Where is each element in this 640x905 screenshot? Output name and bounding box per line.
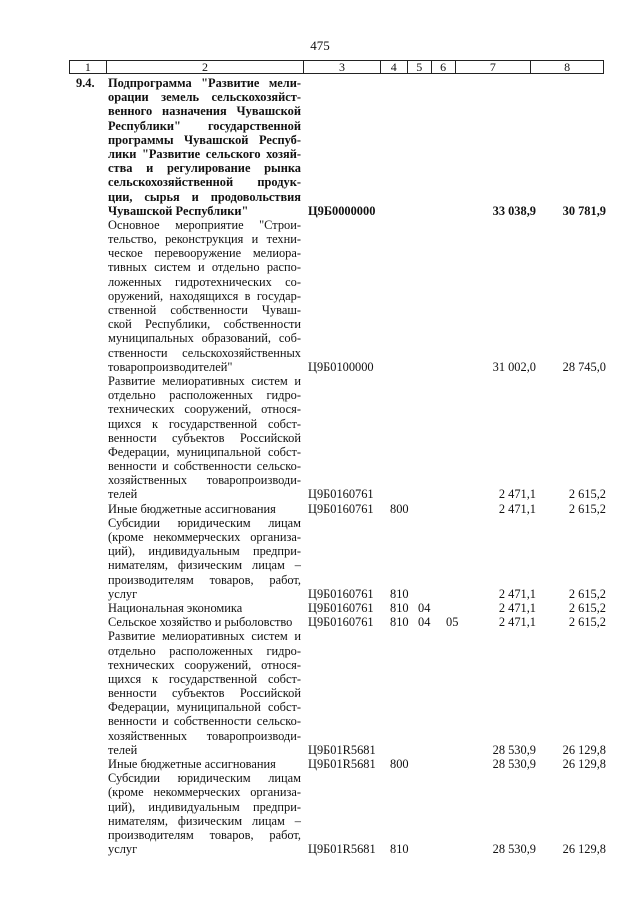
header-col-4: 4: [381, 61, 408, 73]
description-line: Федерации, муниципальной собст-: [108, 700, 301, 715]
amount-col-8: 26 129,8: [562, 756, 606, 771]
description-line: Субсидии юридическим лицам: [108, 771, 301, 786]
table-row: [0, 771, 640, 856]
description-line: Субсидии юридическим лицам: [108, 515, 301, 530]
table-row: [0, 76, 640, 218]
description-line: хозяйственных товаропроизводи-: [108, 473, 301, 488]
description-line: тивных систем и отдельно распо-: [108, 260, 301, 275]
amount-col-7: 28 530,9: [492, 842, 536, 857]
description-line: услуг: [108, 586, 138, 601]
description-line: (кроме некоммерческих организа-: [108, 785, 301, 800]
expense-type-code: 810: [390, 615, 409, 630]
description-line: Национальная экономика: [108, 600, 243, 615]
description-line: Иные бюджетные ассигнования: [108, 757, 276, 771]
amount-col-7: 28 530,9: [492, 742, 536, 757]
description-line: ства и регулирование рынка: [108, 161, 301, 176]
table-row: [0, 502, 640, 516]
description-line: программы Чувашской Респуб-: [108, 132, 301, 147]
expense-type-code: 810: [390, 842, 409, 857]
description-line: ственности сельскохозяйственных: [108, 345, 301, 360]
budget-code: Ц9Б0160761: [308, 487, 374, 502]
description-line: отдельно расположенных гидро-: [108, 388, 301, 403]
budget-code: Ц9Б01R5681: [308, 842, 376, 857]
row-description: [108, 771, 301, 856]
description-line: венного назначения Чувашской: [108, 104, 301, 119]
table-row: [0, 374, 640, 502]
description-line: телей: [108, 487, 138, 502]
row-description: [108, 516, 301, 601]
amount-col-8: 2 615,2: [568, 586, 606, 601]
table-row: [0, 218, 640, 374]
row-description: [108, 757, 301, 771]
description-line: тельство, реконструкция и техни-: [108, 232, 301, 247]
description-line: ственной собственности Чуваш-: [108, 303, 301, 317]
amount-col-7: 2 471,1: [498, 586, 536, 601]
amount-col-7: 2 471,1: [498, 600, 536, 615]
description-line: Иные бюджетные ассигнования: [108, 501, 276, 516]
amount-col-8: 26 129,8: [562, 842, 606, 857]
amount-col-7: 2 471,1: [498, 501, 536, 516]
header-col-3: 3: [304, 61, 381, 73]
amount-col-8: 2 615,2: [568, 600, 606, 615]
budget-code: Ц9Б01R5681: [308, 742, 376, 757]
amount-col-7: 33 038,9: [492, 203, 536, 218]
budget-code: Ц9Б0160761: [308, 615, 374, 630]
amount-col-8: 28 745,0: [562, 359, 606, 374]
expense-type-code: 800: [390, 756, 409, 771]
amount-col-7: 2 471,1: [498, 487, 536, 502]
row-description: [108, 502, 301, 516]
amount-col-8: 2 615,2: [568, 615, 606, 630]
description-line: муниципальных образований, соб-: [108, 331, 301, 346]
page-number: 475: [310, 38, 330, 53]
amount-col-8: 2 615,2: [568, 501, 606, 516]
expense-type-code: 810: [390, 600, 409, 615]
amount-col-8: 26 129,8: [562, 742, 606, 757]
budget-code: Ц9Б0160761: [308, 600, 374, 615]
row-number: 9.4.: [76, 76, 95, 90]
header-col-5: 5: [408, 61, 432, 73]
description-line: ций), индивидуальным предпри-: [108, 544, 301, 559]
description-line: ческое перевооружение мелиора-: [108, 246, 301, 261]
expense-type-code: 810: [390, 586, 409, 601]
description-line: орации земель сельскохозяйст-: [108, 90, 301, 105]
description-line: телей: [108, 742, 138, 757]
description-line: щихся к государственной собст-: [108, 671, 301, 686]
description-line: Федерации, муниципальной собст-: [108, 444, 301, 459]
row-description: [108, 615, 301, 629]
description-line: ции, сырья и продовольствия: [108, 189, 301, 204]
description-line: лики "Развитие сельского хозяй-: [108, 146, 301, 161]
table-row: [0, 757, 640, 771]
description-line: венности субъектов Российской: [108, 686, 301, 701]
description-line: отдельно расположенных гидро-: [108, 643, 301, 658]
description-line: ложенных гидротехнических со-: [108, 274, 301, 289]
description-line: услуг: [108, 842, 138, 857]
description-line: щихся к государственной собст-: [108, 416, 301, 431]
table-body: [0, 76, 640, 856]
amount-col-7: 2 471,1: [498, 615, 536, 630]
description-line: Республики" государственной: [108, 118, 301, 133]
description-line: венности и собственности сельско-: [108, 459, 301, 474]
table-row: [0, 516, 640, 601]
description-line: ской Республики, собственности: [108, 317, 301, 332]
row-description: [108, 601, 301, 615]
budget-code: Ц9Б01R5681: [308, 756, 376, 771]
row-description: [108, 374, 301, 502]
description-line: Развитие мелиоративных систем и: [108, 373, 301, 388]
description-line: ций), индивидуальным предпри-: [108, 799, 301, 814]
subsection-code: 05: [446, 615, 459, 630]
amount-col-8: 2 615,2: [568, 487, 606, 502]
description-line: Чувашской Республики": [108, 203, 249, 218]
description-line: хозяйственных товаропроизводи-: [108, 728, 301, 743]
row-description: [108, 218, 301, 374]
header-col-8: 8: [564, 60, 571, 74]
description-line: венности субъектов Российской: [108, 430, 301, 445]
row-description: [108, 629, 301, 757]
description-line: Основное мероприятие "Строи-: [108, 217, 301, 232]
description-line: сельскохозяйственной продук-: [108, 175, 301, 190]
description-line: Развитие мелиоративных систем и: [108, 629, 301, 644]
section-code: 04: [418, 600, 431, 615]
budget-code: Ц9Б0100000: [308, 359, 374, 374]
description-line: производителям товаров, работ,: [108, 572, 301, 587]
description-line: товаропроизводителей": [108, 359, 233, 374]
table-row: [0, 629, 640, 757]
description-line: Подпрограмма "Развитие мели-: [108, 76, 301, 90]
amount-col-7: 28 530,9: [492, 756, 536, 771]
description-line: нимателям, физическим лицам –: [108, 813, 301, 828]
budget-code: Ц9Б0000000: [308, 203, 376, 218]
description-line: производителям товаров, работ,: [108, 827, 301, 842]
description-line: технических сооружений, относя-: [108, 402, 301, 417]
budget-code: Ц9Б0160761: [308, 586, 374, 601]
description-line: оружений, находящихся в государ-: [108, 288, 301, 303]
row-description: [108, 76, 301, 218]
table-header: [69, 60, 604, 74]
header-col-7: 7: [456, 61, 532, 73]
table-row: [0, 601, 640, 615]
amount-col-8: 30 781,9: [562, 203, 606, 218]
expense-type-code: 800: [390, 501, 409, 516]
amount-col-7: 31 002,0: [492, 359, 536, 374]
table-row: [0, 615, 640, 629]
header-col-1: 1: [70, 61, 107, 73]
description-line: нимателям, физическим лицам –: [108, 558, 301, 573]
budget-code: Ц9Б0160761: [308, 501, 374, 516]
header-col-2: 2: [107, 61, 304, 73]
header-col-6: 6: [432, 61, 456, 73]
section-code: 04: [418, 615, 431, 630]
description-line: (кроме некоммерческих организа-: [108, 530, 301, 544]
description-line: Сельское хозяйство и рыболовство: [108, 615, 293, 630]
description-line: венности и собственности сельско-: [108, 714, 301, 729]
description-line: технических сооружений, относя-: [108, 657, 301, 672]
